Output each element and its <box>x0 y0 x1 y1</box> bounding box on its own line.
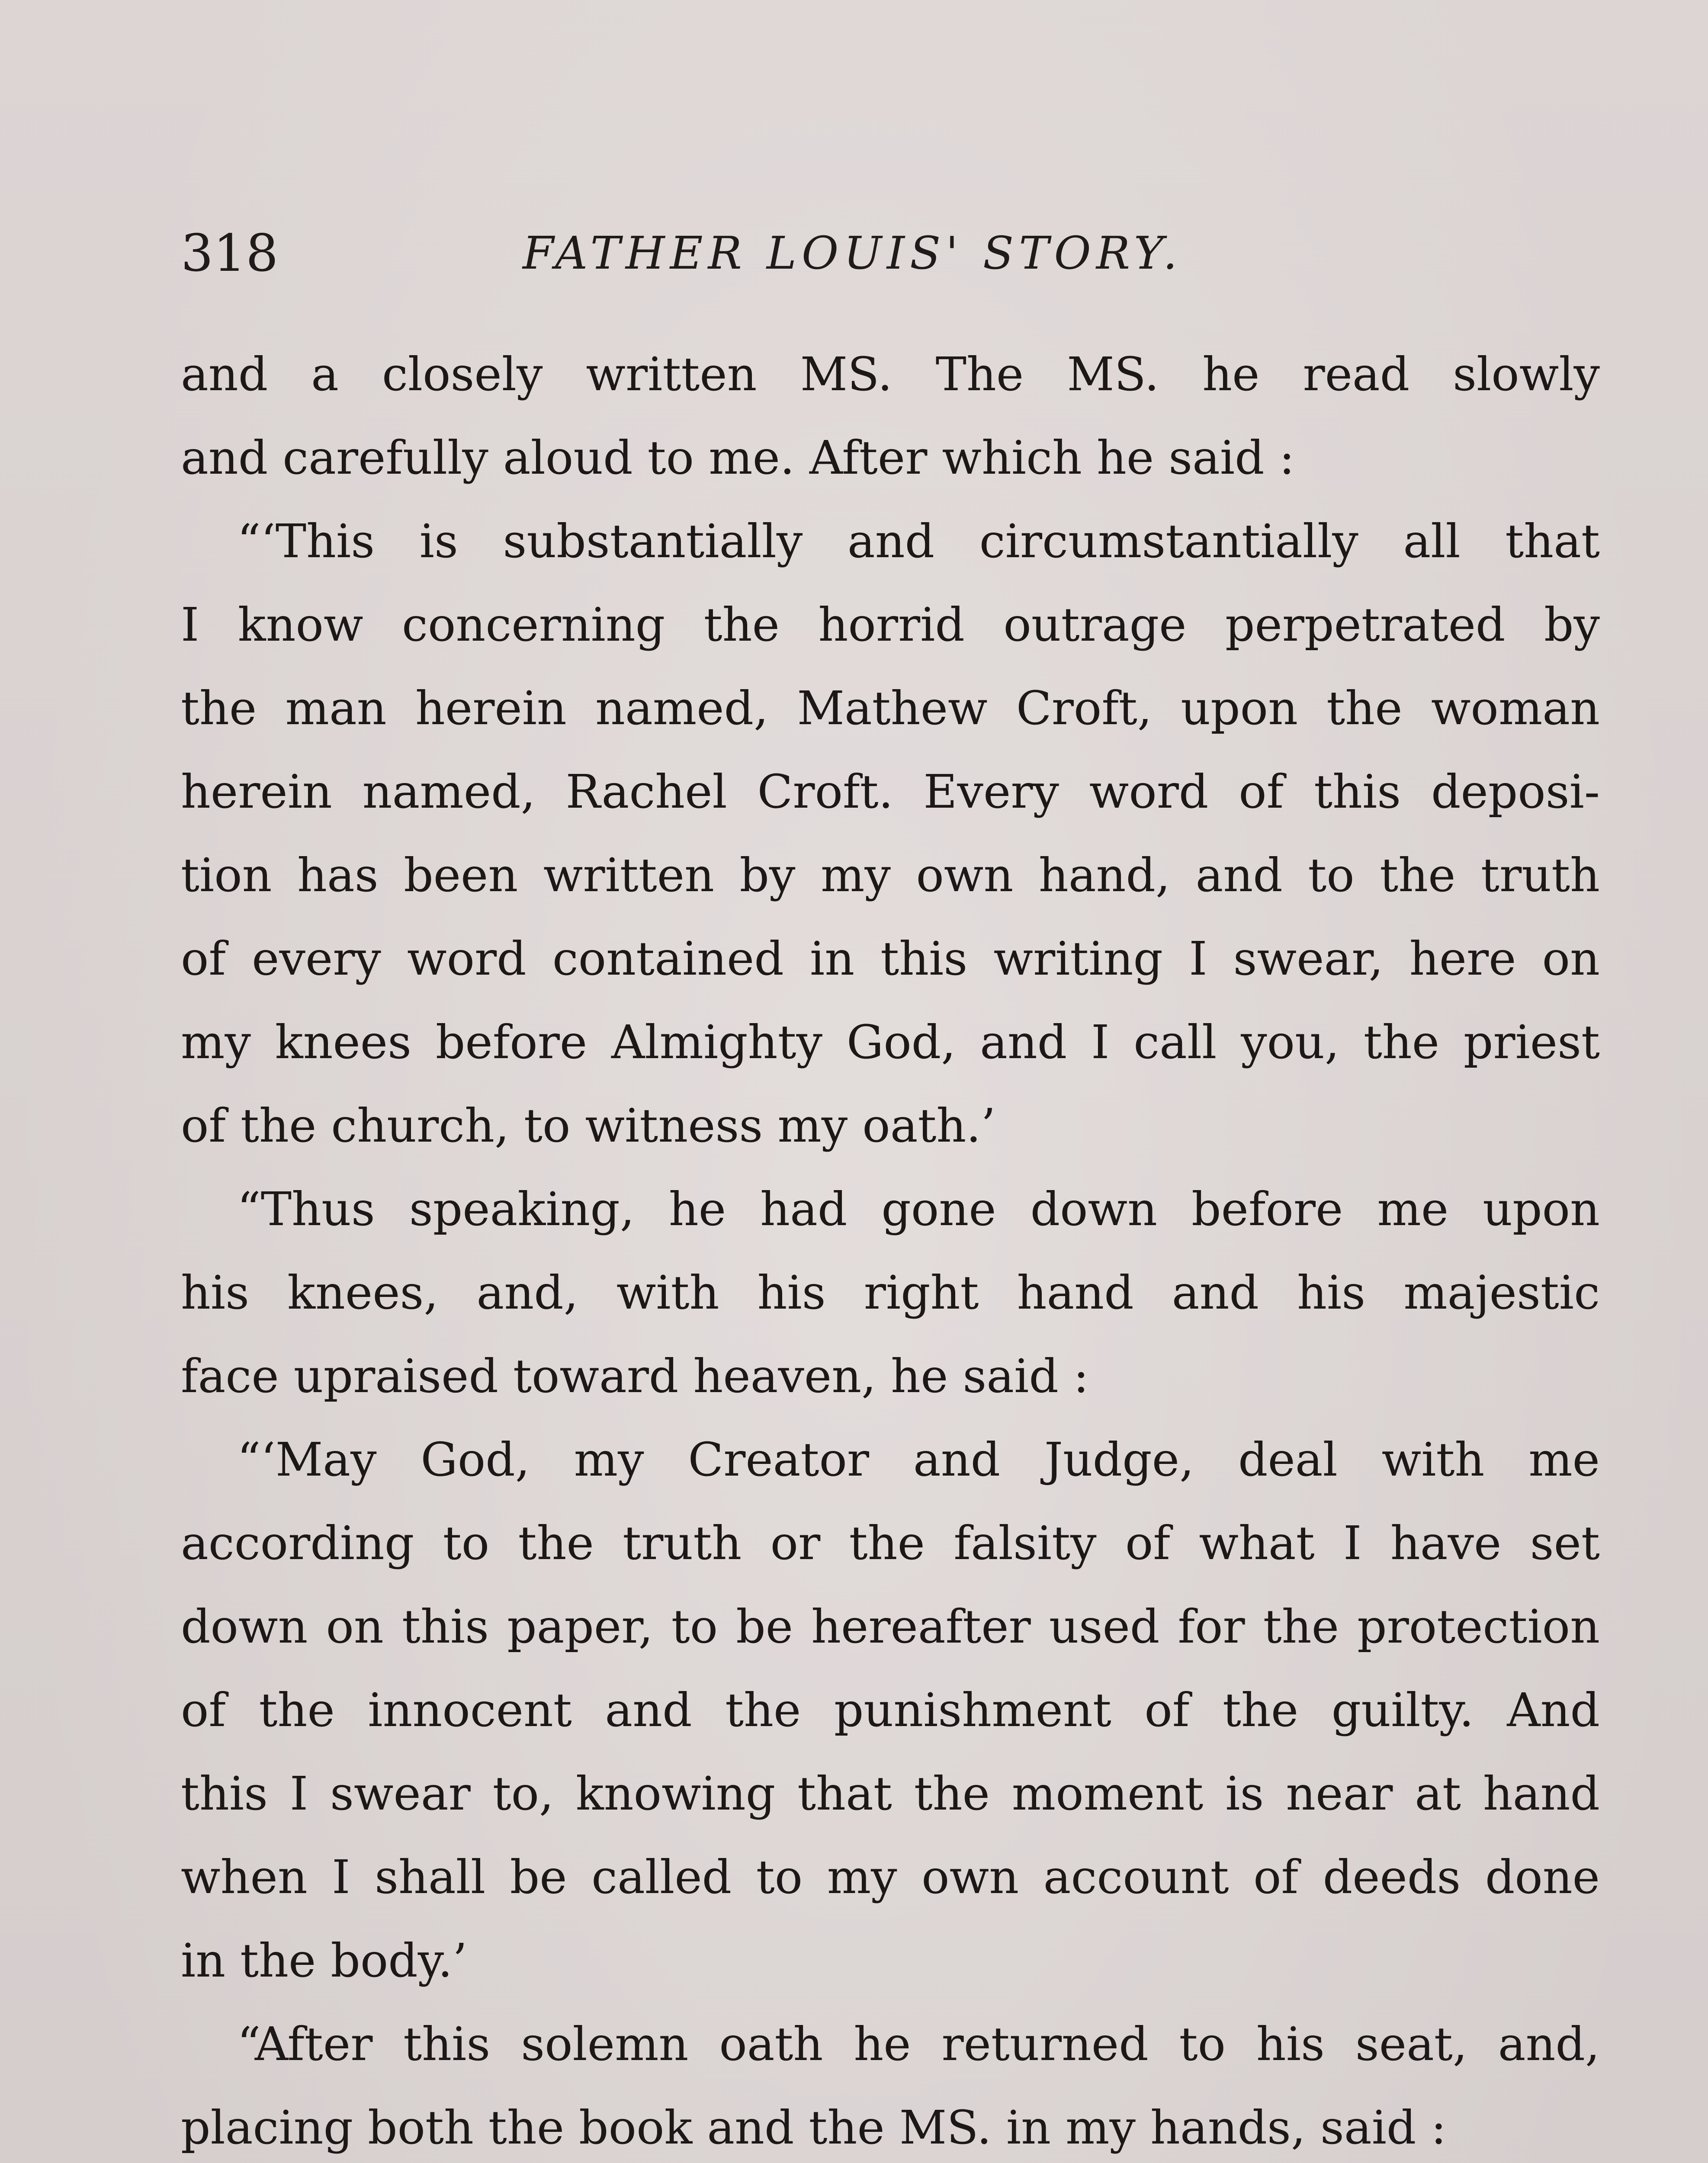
text-line: face upraised toward heaven, he said : <box>181 1350 1089 1403</box>
text-line: this I swear to, knowing that the moment is near at hand <box>181 1767 1600 1821</box>
body-text <box>181 333 1600 2163</box>
text-line: of every word contained in this writing I swear, here on <box>181 932 1600 986</box>
text-line: “‘May God, my Creator and Judge, deal with me <box>237 1433 1600 1487</box>
text-line: and carefully aloud to me. After which he said : <box>181 431 1295 485</box>
text-line: the man herein named, Mathew Croft, upon the woman <box>181 682 1600 735</box>
text-line: “Thus speaking, he had gone down before me upon <box>237 1183 1600 1236</box>
text-line: in the body.’ <box>181 1934 468 1988</box>
text-line: I know concerning the horrid outrage perpetrated by <box>181 598 1600 652</box>
text-line: tion has been written by my own hand, and to the truth <box>181 849 1600 902</box>
text-line: of the church, to witness my oath.’ <box>181 1099 996 1153</box>
page-number: 318 <box>181 223 279 283</box>
text-line: herein named, Rachel Croft. Every word of this deposi- <box>181 765 1600 819</box>
text-line: down on this paper, to be hereafter used for the protection <box>181 1600 1600 1654</box>
page-header <box>181 216 1600 290</box>
text-line: of the innocent and the punishment of the guilty. And <box>181 1684 1600 1737</box>
text-line: according to the truth or the falsity of what I have set <box>181 1517 1600 1570</box>
text-line: my knees before Almighty God, and I call you, the priest <box>181 1016 1600 1069</box>
text-line: “‘This is substantially and circumstantially all that <box>237 515 1600 568</box>
text-line: when I shall be called to my own account of deeds done <box>181 1851 1600 1904</box>
running-head: FATHER LOUIS' STORY. <box>523 227 1183 279</box>
text-line: placing both the book and the MS. in my hands, said : <box>181 2101 1447 2155</box>
text-line: his knees, and, with his right hand and his majestic <box>181 1266 1600 1320</box>
text-line: “After this solemn oath he returned to his seat, and, <box>237 2018 1600 2071</box>
text-line: and a closely written MS. The MS. he read slowly <box>181 348 1600 401</box>
